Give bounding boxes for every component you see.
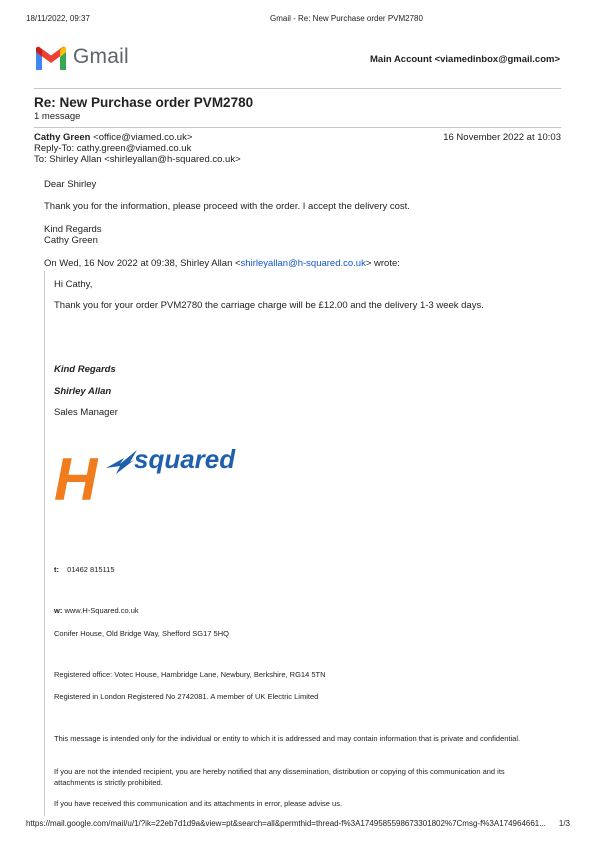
message-body: Thank you for the information, please proceed with the order. I accept the delivery cost.: [44, 201, 410, 212]
print-title: Gmail - Re: New Purchase order PVM2780: [270, 14, 423, 23]
to-line: To: Shirley Allan <shirleyallan@h-squared.co.uk>: [34, 154, 241, 165]
signoff: Kind Regards: [44, 224, 102, 235]
message-date: 16 November 2022 at 10:03: [443, 132, 561, 143]
phone-row: [54, 565, 115, 574]
quoted-name: Shirley Allan: [54, 386, 112, 397]
web-label: w:: [54, 606, 63, 615]
phone-label: t:: [54, 565, 59, 574]
quoted-role: Sales Manager: [54, 407, 118, 418]
web-address[interactable]: www.H-Squared.co.uk: [64, 606, 139, 615]
account-label: Main Account <viamedinbox@gmail.com>: [370, 54, 560, 65]
quoted-signoff: Kind Regards: [54, 364, 116, 375]
thread-subject: Re: New Purchase order PVM2780: [34, 95, 254, 110]
sender-name: Cathy Green: [34, 132, 91, 143]
quote-intro-prefix: On Wed, 16 Nov 2022 at 09:38, Shirley Allan <: [44, 258, 241, 269]
signature: Cathy Green: [44, 235, 98, 246]
logo-text: squared: [134, 444, 236, 474]
quoted-body: Thank you for your order PVM2780 the carriage charge will be £12.00 and the delivery 1-3 week days.: [54, 300, 484, 311]
registered-office: Registered office: Votec House, Hambridge Lane, Newbury, Berkshire, RG14 5TN: [54, 670, 326, 679]
company-logo: [54, 444, 250, 513]
sender[interactable]: [34, 132, 192, 143]
divider: [34, 127, 561, 128]
quote-intro-suffix: > wrote:: [365, 258, 400, 269]
sender-email: <office@viamed.co.uk>: [93, 132, 193, 143]
disclaimer-1: This message is intended only for the individual or entity to which it is addressed and may contain information that is private and confidential.: [54, 734, 521, 743]
quote-email-link[interactable]: shirleyallan@h-squared.co.uk: [240, 258, 366, 269]
logo-h: H: [54, 446, 98, 513]
quoted-greeting: Hi Cathy,: [54, 279, 93, 290]
quote-intro: [44, 258, 400, 269]
phone-number: 01462 815115: [67, 565, 115, 574]
quote-bar: [44, 271, 45, 816]
company-address: Conifer House, Old Bridge Way, Shefford SG17 5HQ: [54, 629, 229, 638]
print-url: https://mail.google.com/mail/u/1/?ik=22eb7d1d9a&view=pt&search=all&permthid=thread-f%3A1749585598673301802%7Cmsg-f%3A174964661...: [26, 819, 546, 828]
page-number: 1/3: [558, 819, 570, 828]
print-datetime: 18/11/2022, 09:37: [26, 14, 90, 23]
reply-to: Reply-To: cathy.green@viamed.co.uk: [34, 143, 192, 154]
divider: [34, 88, 561, 89]
gmail-logo-icon: [34, 46, 68, 72]
gmail-wordmark: Gmail: [73, 45, 129, 68]
greeting: Dear Shirley: [44, 179, 97, 190]
disclaimer-3: If you have received this communication and its attachments in error, please advise us.: [54, 799, 343, 808]
web-row: [54, 606, 139, 615]
registered-number: Registered in London Registered No 2742081. A member of UK Electric Limited: [54, 692, 319, 701]
lightning-icon: [104, 446, 138, 476]
disclaimer-2: If you are not the intended recipient, you are hereby notified that any dissemination, distribution or copying of this communication and its attachments is strictly prohibited.: [54, 767, 505, 787]
message-count: 1 message: [34, 111, 81, 122]
